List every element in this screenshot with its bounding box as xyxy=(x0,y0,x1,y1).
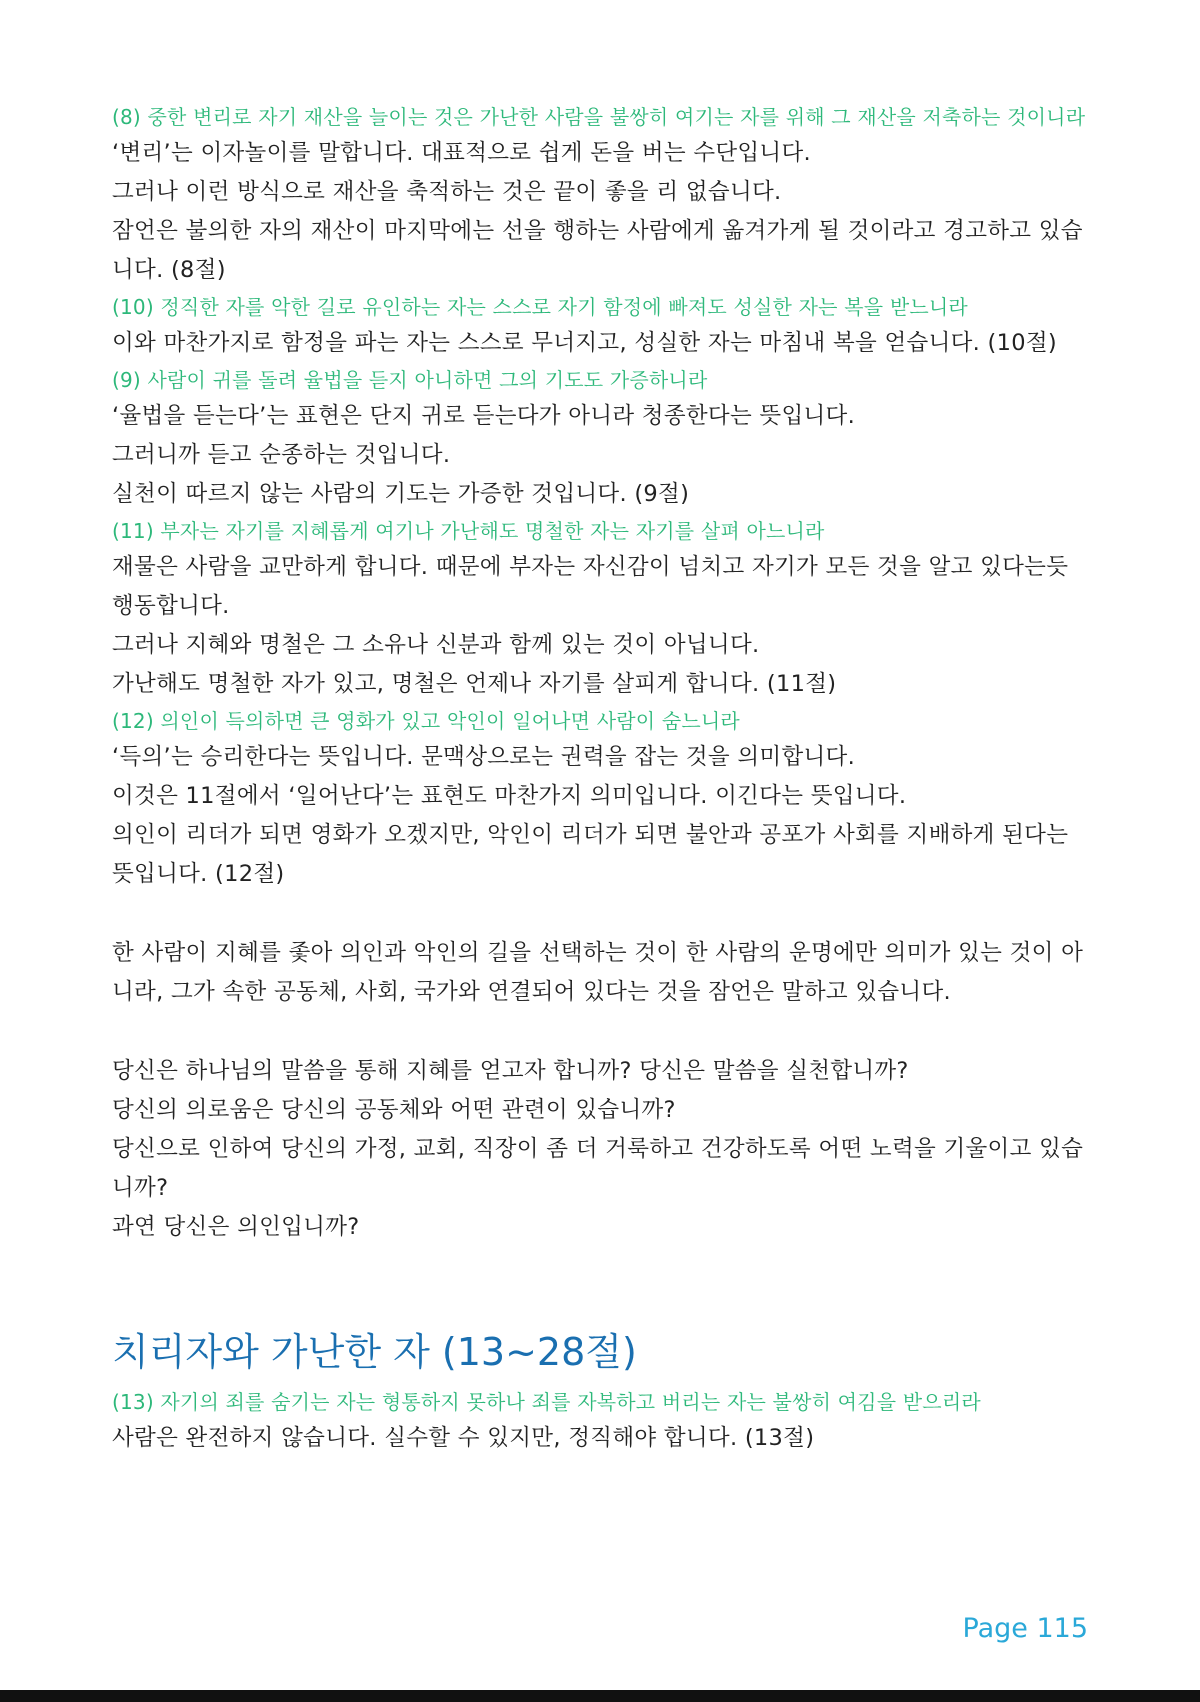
scripture-verse: (12) 의인이 득의하면 큰 영화가 있고 악인이 일어나면 사람이 숨느니라 xyxy=(112,709,740,733)
paragraph: 의인이 리더가 되면 영화가 오겠지만, 악인이 리더가 되면 불안과 공포가 사회를 지배하게 된다는 뜻입니다. (12절) xyxy=(112,822,1069,887)
paragraph: ‘변리’는 이자놀이를 말합니다. 대표적으로 쉽게 돈을 버는 수단입니다. xyxy=(112,140,811,166)
section-heading: 치리자와 가난한 자 (13~28절) xyxy=(112,1330,637,1374)
paragraph-gap xyxy=(112,894,1092,934)
paragraph: 그러나 이런 방식으로 재산을 축적하는 것은 끝이 좋을 리 없습니다. xyxy=(112,179,782,205)
paragraph: 한 사람이 지혜를 좇아 의인과 악인의 길을 선택하는 것이 한 사람의 운명에만 의미가 있는 것이 아니라, 그가 속한 공동체, 사회, 국가와 연결되어 있다는 것을 잠언은 말하고 있습니다. xyxy=(112,940,1084,1005)
scripture-verse: (9) 사람이 귀를 돌려 율법을 듣지 아니하면 그의 기도도 가증하니라 xyxy=(112,368,708,392)
paragraph: 그러나 지혜와 명철은 그 소유나 신분과 함께 있는 것이 아닙니다. xyxy=(112,632,760,658)
bottom-rule xyxy=(0,1690,1200,1702)
paragraph: 재물은 사람을 교만하게 합니다. 때문에 부자는 자신감이 넘치고 자기가 모든 것을 알고 있다는듯 행동합니다. xyxy=(112,554,1069,619)
page-number: Page 115 xyxy=(962,1613,1088,1644)
paragraph-gap xyxy=(112,1012,1092,1052)
body-section-1 xyxy=(112,100,1092,1247)
paragraph: ‘득의’는 승리한다는 뜻입니다. 문맥상으로는 권력을 잡는 것을 의미합니다. xyxy=(112,744,856,770)
scripture-verse: (11) 부자는 자기를 지혜롭게 여기나 가난해도 명철한 자는 자기를 살펴 아느니라 xyxy=(112,519,825,543)
paragraph: 그러니까 듣고 순종하는 것입니다. xyxy=(112,442,451,468)
paragraph: 당신의 의로움은 당신의 공동체와 어떤 관련이 있습니까? xyxy=(112,1097,676,1123)
spacer xyxy=(112,1247,1092,1327)
paragraph: 당신으로 인하여 당신의 가정, 교회, 직장이 좀 더 거룩하고 건강하도록 어떤 노력을 기울이고 있습니까? xyxy=(112,1136,1084,1201)
paragraph: 가난해도 명철한 자가 있고, 명철은 언제나 자기를 살피게 합니다. (11절) xyxy=(112,671,837,697)
paragraph: 이와 마찬가지로 함정을 파는 자는 스스로 무너지고, 성실한 자는 마침내 복을 얻습니다. (10절) xyxy=(112,330,1057,356)
scripture-verse: (10) 정직한 자를 악한 길로 유인하는 자는 스스로 자기 함정에 빠져도 성실한 자는 복을 받느니라 xyxy=(112,295,968,319)
paragraph: 실천이 따르지 않는 사람의 기도는 가증한 것입니다. (9절) xyxy=(112,481,690,507)
paragraph: 사람은 완전하지 않습니다. 실수할 수 있지만, 정직해야 합니다. (13절) xyxy=(112,1425,815,1451)
body-section-2 xyxy=(112,1385,1092,1458)
paragraph: 당신은 하나님의 말씀을 통해 지혜를 얻고자 합니까? 당신은 말씀을 실천합니까? xyxy=(112,1058,909,1084)
paragraph: 잠언은 불의한 자의 재산이 마지막에는 선을 행하는 사람에게 옮겨가게 될 것이라고 경고하고 있습니다. (8절) xyxy=(112,218,1083,283)
paragraph: 이것은 11절에서 ‘일어난다’는 표현도 마찬가지 의미입니다. 이긴다는 뜻입니다. xyxy=(112,783,907,809)
paragraph: 과연 당신은 의인입니까? xyxy=(112,1214,360,1240)
document-page xyxy=(112,100,1092,1458)
scripture-verse: (13) 자기의 죄를 숨기는 자는 형통하지 못하나 죄를 자복하고 버리는 자는 불쌍히 여김을 받으리라 xyxy=(112,1390,981,1414)
scripture-verse: (8) 중한 변리로 자기 재산을 늘이는 것은 가난한 사람을 불쌍히 여기는 자를 위해 그 재산을 저축하는 것이니라 xyxy=(112,105,1086,129)
paragraph: ‘율법을 듣는다’는 표현은 단지 귀로 듣는다가 아니라 청종한다는 뜻입니다. xyxy=(112,403,856,429)
